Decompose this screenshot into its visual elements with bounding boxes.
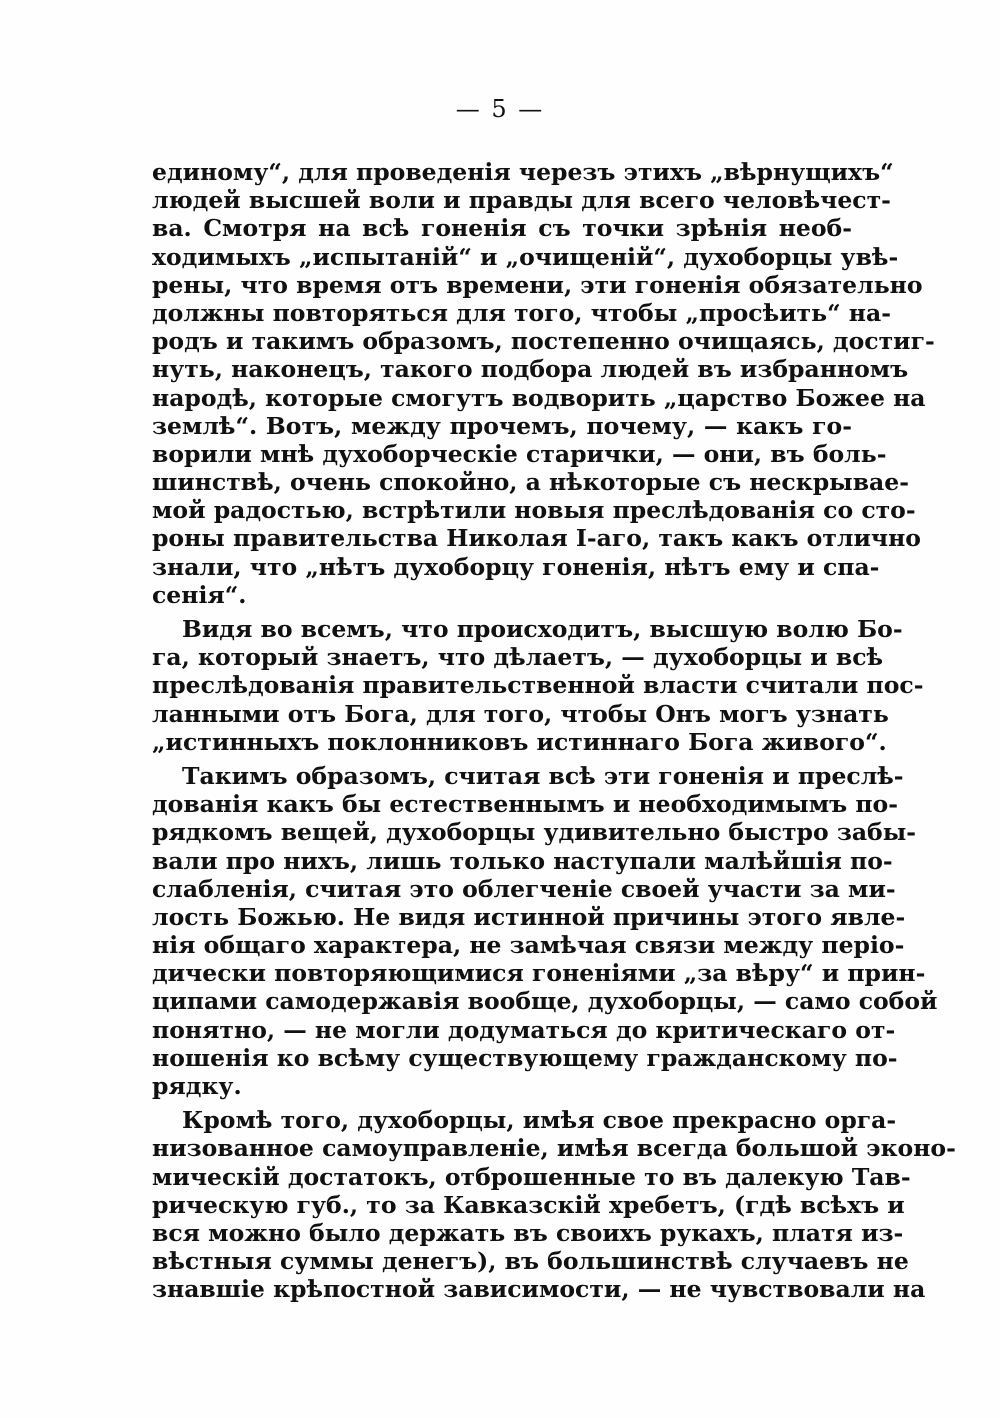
text-line: ворили мнѣ духоборческіе старички, — они, въ боль- — [152, 439, 887, 468]
text-line: „истинныхъ поклонниковъ истиннаго Бога живого“. — [152, 727, 887, 756]
text-line: знавшіе крѣпостной зависимости, — не чувствовали на — [152, 1275, 926, 1304]
text-line: рядкомъ вещей, духоборцы удивительно быстро забы- — [152, 818, 917, 847]
text-line: лость Божью. Не видя истинной причины этого явле- — [152, 902, 906, 931]
text-line: ципами самодержавія вообще, духоборцы, — само собой — [152, 987, 938, 1016]
text-line: слабленія, считая это облегченіе своей участи за ми- — [152, 874, 896, 903]
text-line: шинствѣ, очень спокойно, а нѣкоторые съ нескрываe- — [152, 468, 909, 497]
text-line: ва. Смотря на всѣ гоненія съ точки зрѣнія необ- — [152, 214, 852, 243]
text-line: ношенія ко всѣму существующему гражданскому по- — [152, 1043, 898, 1072]
text-line: низованное самоуправленіе, имѣя всегда большой эконо- — [152, 1134, 956, 1163]
text-line: дически повторяющимися гоненіями „за вѣру“ и прин- — [152, 959, 926, 988]
text-line: дованія какъ бы естественнымъ и необходимымъ по- — [152, 790, 898, 819]
text-line: мическій достатокъ, отброшенные то въ далекую Тав- — [152, 1162, 911, 1191]
text-line: нуть, наконецъ, такого подбора людей въ избранномъ — [152, 355, 909, 384]
text-line: вся можно было держать въ своихъ рукахъ, платя из- — [152, 1218, 904, 1247]
text-line: землѣ“. Вотъ, между прочемъ, почему, — какъ го- — [152, 411, 852, 440]
text-line: рены, что время отъ времени, эти гоненія обязательно — [152, 270, 923, 299]
text-line: Такимъ образомъ, считая всѣ эти гоненія и преслѣ- — [182, 761, 904, 790]
paragraph — [152, 615, 924, 756]
text-line: ланными отъ Бога, для того, чтобы Онъ могъ узнать — [152, 699, 889, 728]
text-line: рическую губ., то за Кавказскій хребетъ, (гдѣ всѣхъ и — [152, 1190, 905, 1219]
paragraph — [152, 761, 938, 1100]
text-line: народѣ, которые смогутъ водворить „царство Божее на — [152, 383, 926, 412]
paragraph — [152, 158, 935, 609]
text-line: роны правительства Николая I-аго, такъ какъ отлично — [152, 524, 921, 553]
text-line: Кромѣ того, духоборцы, имѣя свое прекрасно орга- — [182, 1106, 897, 1135]
text-line: Видя во всемъ, что происходитъ, высшую волю Бо- — [182, 615, 903, 643]
text-line: знали, что „нѣтъ духоборцу гоненія, нѣтъ ему и спа- — [152, 552, 880, 581]
text-line: вѣстныя суммы денегъ), въ большинствѣ случаевъ не — [152, 1247, 909, 1276]
text-line: ходимыхъ „испытаній“ и „очищеній“, духоборцы увѣ- — [152, 242, 899, 271]
text-line: нія общаго характера, не замѣчая связи между періо- — [152, 931, 905, 960]
text-line: родъ и такимъ образомъ, постепенно очищаясь, достиг- — [152, 327, 935, 356]
text-line: преслѣдованія правительственной власти считали пос- — [152, 671, 924, 700]
page-number: — 5 — — [455, 95, 545, 123]
text-line: га, который знаетъ, что дѣлаетъ, — духоборцы и всѣ — [152, 643, 884, 672]
paragraph — [152, 1106, 956, 1304]
text-line: рядку. — [152, 1072, 242, 1100]
text-line: мой радостью, встрѣтили новыя преслѣдованія со сто- — [152, 496, 916, 525]
text-line: понятно, — не могли додуматься до критическаго от- — [152, 1015, 896, 1044]
text-line: сенія“. — [152, 580, 247, 609]
body-text — [152, 158, 956, 1304]
text-line: людей высшей воли и правды для всего человѣчест- — [152, 186, 891, 215]
text-line: единому“, для проведенія черезъ этихъ „вѣрнущихъ“ — [152, 158, 894, 186]
text-line: вали про нихъ, лишь только наступали малѣйшія по- — [152, 846, 893, 875]
text-line: должны повторяться для того, чтобы „просѣить“ на- — [152, 298, 891, 327]
